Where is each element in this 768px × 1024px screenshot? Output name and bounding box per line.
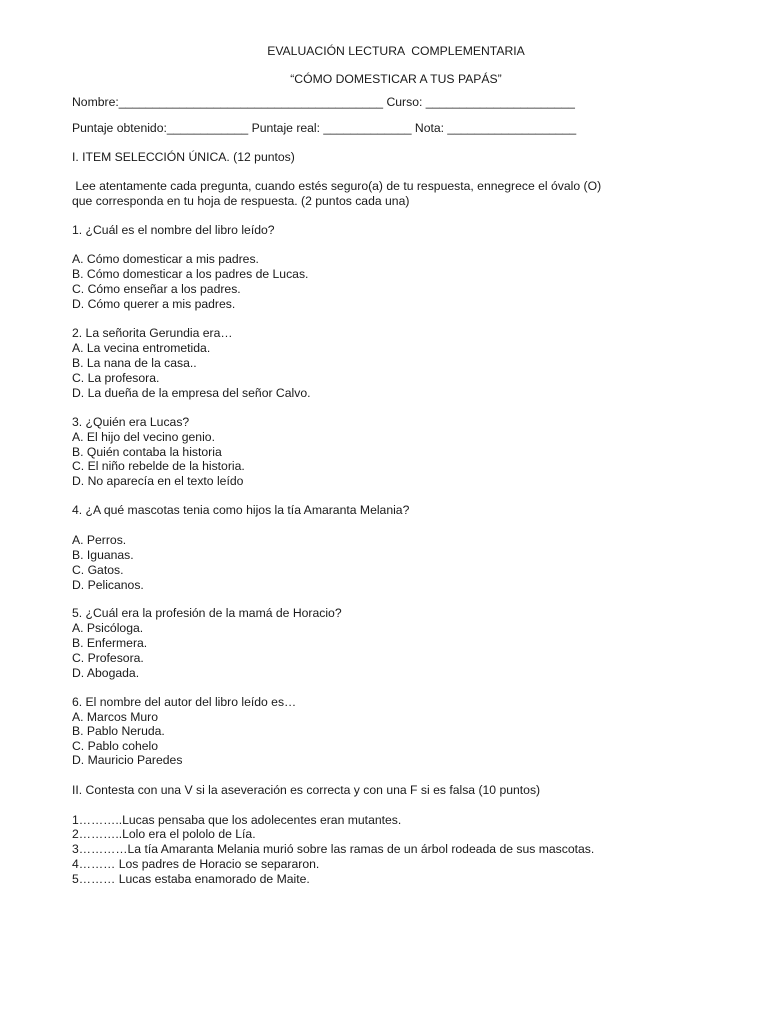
question-1-option-d: D. Cómo querer a mis padres. xyxy=(72,297,236,311)
section-1-heading: I. ITEM SELECCIÓN ÚNICA. (12 puntos) xyxy=(72,150,295,164)
question-3-option-c: C. El niño rebelde de la historia. xyxy=(72,459,245,473)
question-6-option-d: D. Mauricio Paredes xyxy=(72,753,183,767)
question-5-option-a: A. Psicóloga. xyxy=(72,621,144,635)
true-false-item-1: 1………..Lucas pensaba que los adolecentes eran mutantes. xyxy=(72,813,402,827)
question-1-option-a: A. Cómo domesticar a mis padres. xyxy=(72,252,259,266)
section-2-heading: II. Contesta con una V si la aseveración es correcta y con una F si es falsa (10 puntos) xyxy=(72,783,541,797)
question-2: 2. La señorita Gerundia era… xyxy=(72,326,233,340)
question-3-option-b: B. Quién contaba la historia xyxy=(72,445,222,459)
question-1-option-c: C. Cómo enseñar a los padres. xyxy=(72,282,241,296)
true-false-item-2: 2………..Lolo era el pololo de Lía. xyxy=(72,827,256,841)
question-5-option-d: D. Abogada. xyxy=(72,666,140,680)
question-4: 4. ¿A qué mascotas tenia como hijos la tía Amaranta Melania? xyxy=(72,503,410,517)
question-4-option-a: A. Perros. xyxy=(72,533,127,547)
true-false-item-4: 4……… Los padres de Horacio se separaron. xyxy=(72,857,320,871)
document-subtitle: “CÓMO DOMESTICAR A TUS PAPÁS” xyxy=(290,72,502,86)
true-false-item-3: 3…………La tía Amaranta Melania murió sobre las ramas de un árbol rodeada de sus mascotas. xyxy=(72,842,595,856)
question-6-option-b: B. Pablo Neruda. xyxy=(72,724,165,738)
question-2-option-d: D. La dueña de la empresa del señor Calvo. xyxy=(72,386,311,400)
question-4-option-d: D. Pelicanos. xyxy=(72,578,144,592)
question-2-option-b: B. La nana de la casa.. xyxy=(72,356,197,370)
question-3-option-a: A. El hijo del vecino genio. xyxy=(72,430,215,444)
question-3-option-d: D. No aparecía en el texto leído xyxy=(72,474,244,488)
question-5-option-c: C. Profesora. xyxy=(72,651,144,665)
question-4-option-b: B. Iguanas. xyxy=(72,548,134,562)
question-2-option-c: C. La profesora. xyxy=(72,371,160,385)
true-false-item-5: 5……… Lucas estaba enamorado de Maite. xyxy=(72,872,310,886)
question-4-option-c: C. Gatos. xyxy=(72,563,124,577)
question-6-option-c: C. Pablo cohelo xyxy=(72,739,159,753)
question-6-option-a: A. Marcos Muro xyxy=(72,710,159,724)
question-3: 3. ¿Quién era Lucas? xyxy=(72,415,190,429)
question-1-option-b: B. Cómo domesticar a los padres de Lucas. xyxy=(72,267,309,281)
document-title: EVALUACIÓN LECTURA COMPLEMENTARIA xyxy=(267,44,525,58)
instructions-line-1: Lee atentamente cada pregunta, cuando estés seguro(a) de tu respuesta, ennegrece el óvalo (O) xyxy=(72,179,602,193)
question-2-option-a: A. La vecina entrometida. xyxy=(72,341,211,355)
question-6: 6. El nombre del autor del libro leído es… xyxy=(72,695,297,709)
name-course-line: Nombre:_______________________________________ Curso: ______________________ xyxy=(72,95,575,109)
question-1: 1. ¿Cuál es el nombre del libro leído? xyxy=(72,223,275,237)
question-5-option-b: B. Enfermera. xyxy=(72,636,148,650)
score-line: Puntaje obtenido:____________ Puntaje real: _____________ Nota: ___________________ xyxy=(72,121,577,135)
question-5: 5. ¿Cuál era la profesión de la mamá de Horacio? xyxy=(72,606,342,620)
instructions-line-2: que corresponda en tu hoja de respuesta. (2 puntos cada una) xyxy=(72,194,410,208)
